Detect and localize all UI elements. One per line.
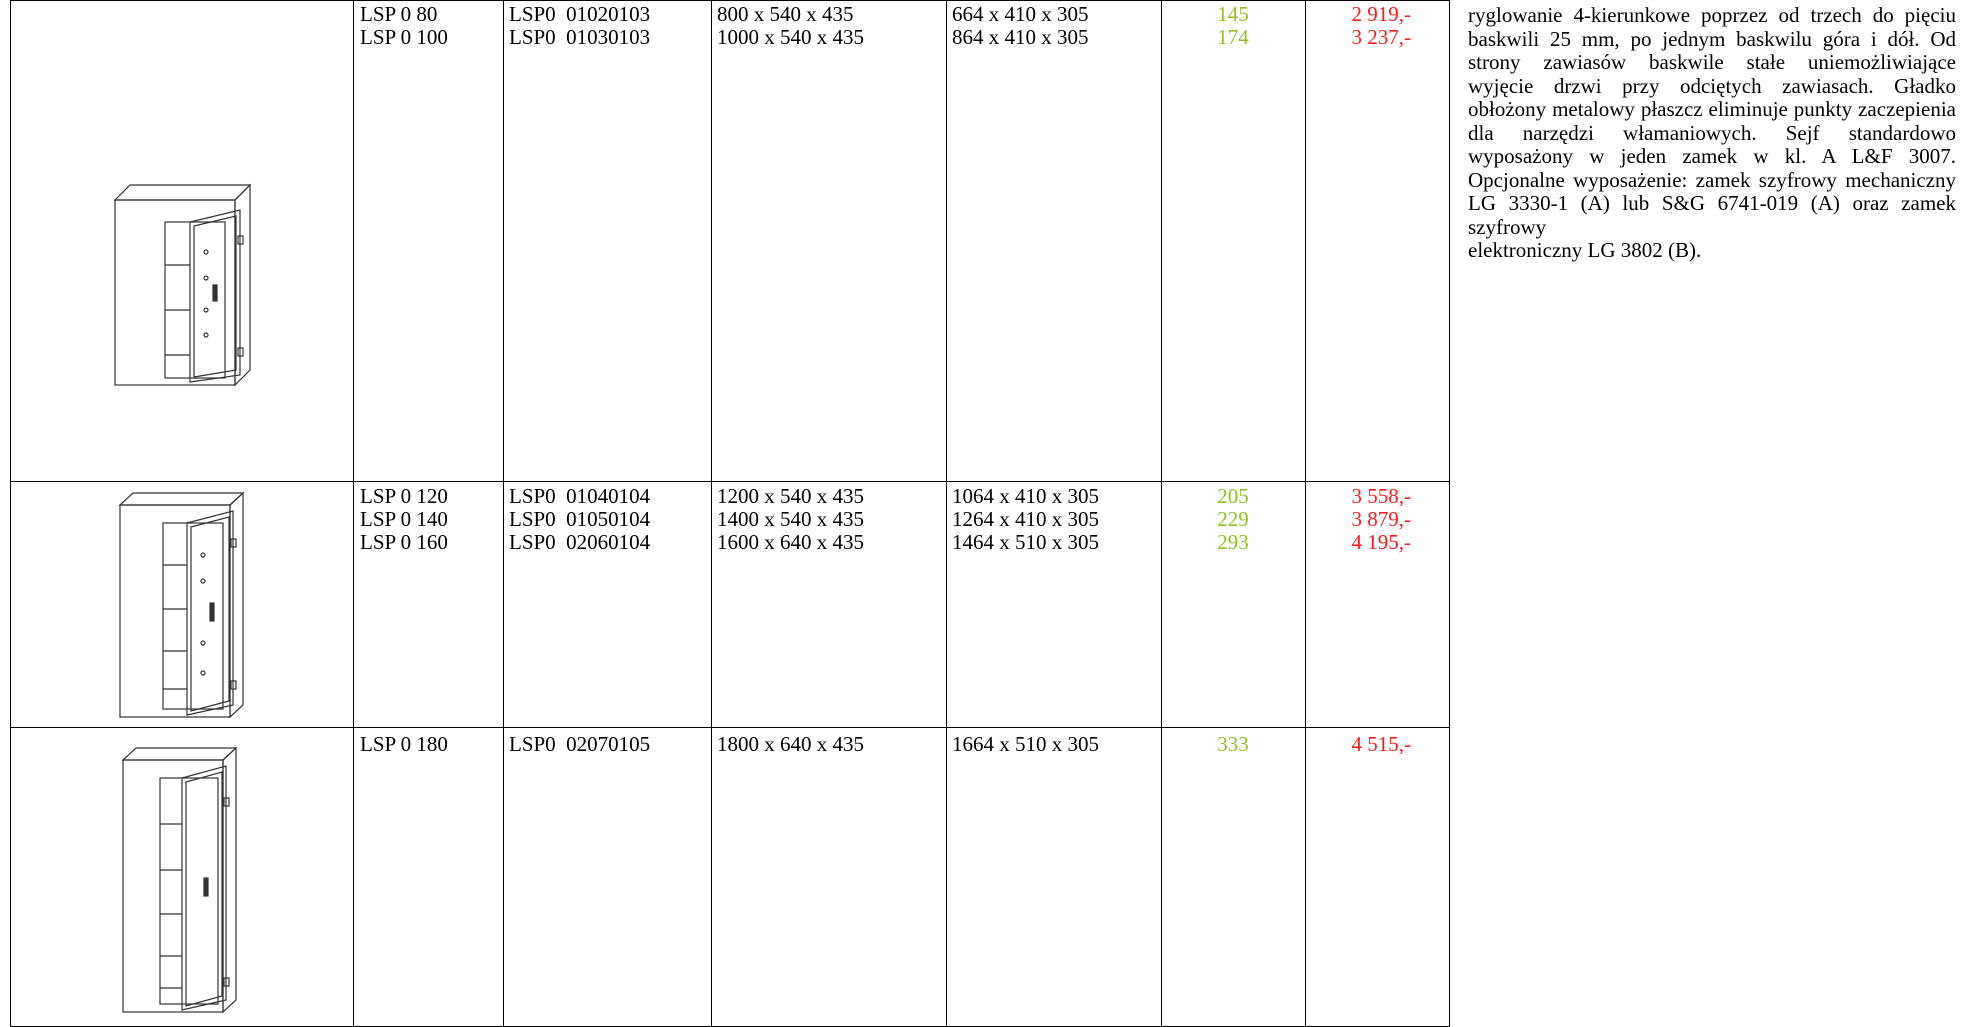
model-cell bbox=[360, 3, 448, 49]
description-body: ryglowanie 4-kierunkowe poprzez od trzech do pięciu baskwili 25 mm, po jednym baskwilu góra i dół. Od strony zawiasów baskwile stałe uniemożliwiające wyjęcie drzwi przy odciętych zawiasach. Gładko obłożony metalowy płaszcz eliminuje punkty zaczepienia dla narzędzi włamaniowych. Sejf standardowo wyposażony w jeden zamek w kl. A L&F 3007. Opcjonalne wyposażenie: zamek szyfrowy mechaniczny LG 3330-1 (A) lub S&G 6741-019 (A) oraz zamek szyfrowy bbox=[1468, 3, 1956, 239]
outer-dimensions: 800 x 540 x 435 bbox=[717, 2, 854, 26]
product-code: LSP0 01020103 bbox=[509, 2, 651, 26]
description-last-line: elektroniczny LG 3802 (B). bbox=[1468, 238, 1702, 262]
weight-cell bbox=[1161, 3, 1305, 49]
inner-dims-cell bbox=[952, 3, 1089, 49]
safe-medium-icon bbox=[115, 483, 275, 725]
model-name: LSP 0 180 bbox=[360, 732, 448, 756]
column-divider bbox=[946, 0, 947, 1027]
inner-dimensions: 1664 x 510 x 305 bbox=[952, 732, 1099, 756]
product-code: LSP0 02060104 bbox=[509, 530, 651, 554]
weight-cell bbox=[1161, 485, 1305, 554]
inner-dimensions: 1264 x 410 x 305 bbox=[952, 507, 1099, 531]
outer-dimensions: 1600 x 640 x 435 bbox=[717, 530, 864, 554]
inner-dimensions: 1064 x 410 x 305 bbox=[952, 484, 1099, 508]
code-cell bbox=[509, 485, 650, 554]
price-value: 3 879,- bbox=[1351, 507, 1411, 531]
column-divider bbox=[353, 0, 354, 1027]
product-code: LSP0 01030103 bbox=[509, 25, 651, 49]
product-description bbox=[1468, 4, 1956, 263]
outer-dims-cell bbox=[717, 3, 864, 49]
code-cell bbox=[509, 733, 650, 756]
weight-value: 205 bbox=[1217, 484, 1249, 508]
price-value: 4 195,- bbox=[1351, 530, 1411, 554]
outer-dimensions: 1200 x 540 x 435 bbox=[717, 484, 864, 508]
outer-dimensions: 1400 x 540 x 435 bbox=[717, 507, 864, 531]
model-name: LSP 0 140 bbox=[360, 507, 448, 531]
table-border-left bbox=[10, 0, 11, 1027]
model-cell bbox=[360, 733, 448, 756]
model-name: LSP 0 100 bbox=[360, 25, 448, 49]
row-divider bbox=[10, 727, 1449, 728]
safe-tall-icon bbox=[118, 738, 268, 1023]
weight-cell bbox=[1161, 733, 1305, 756]
safe-small-icon bbox=[110, 160, 270, 405]
model-name: LSP 0 80 bbox=[360, 2, 438, 26]
product-code: LSP0 02070105 bbox=[509, 732, 651, 756]
inner-dims-cell bbox=[952, 485, 1099, 554]
price-cell bbox=[1305, 3, 1411, 49]
weight-value: 229 bbox=[1217, 507, 1249, 531]
outer-dimensions: 1000 x 540 x 435 bbox=[717, 25, 864, 49]
inner-dims-cell bbox=[952, 733, 1099, 756]
row-divider bbox=[10, 0, 1449, 1]
inner-dimensions: 1464 x 510 x 305 bbox=[952, 530, 1099, 554]
code-cell bbox=[509, 3, 650, 49]
product-code: LSP0 01040104 bbox=[509, 484, 651, 508]
price-value: 4 515,- bbox=[1351, 732, 1411, 756]
weight-value: 145 bbox=[1217, 2, 1249, 26]
outer-dims-cell bbox=[717, 485, 864, 554]
price-value: 3 237,- bbox=[1351, 25, 1411, 49]
price-value: 2 919,- bbox=[1351, 2, 1411, 26]
inner-dimensions: 864 x 410 x 305 bbox=[952, 25, 1089, 49]
price-cell bbox=[1305, 733, 1411, 756]
weight-value: 333 bbox=[1217, 732, 1249, 756]
row-divider bbox=[10, 481, 1449, 482]
model-cell bbox=[360, 485, 448, 554]
weight-value: 293 bbox=[1217, 530, 1249, 554]
outer-dims-cell bbox=[717, 733, 864, 756]
model-name: LSP 0 160 bbox=[360, 530, 448, 554]
column-divider bbox=[711, 0, 712, 1027]
column-divider bbox=[1449, 0, 1450, 1027]
column-divider bbox=[503, 0, 504, 1027]
outer-dimensions: 1800 x 640 x 435 bbox=[717, 732, 864, 756]
price-value: 3 558,- bbox=[1351, 484, 1411, 508]
product-code: LSP0 01050104 bbox=[509, 507, 651, 531]
inner-dimensions: 664 x 410 x 305 bbox=[952, 2, 1089, 26]
weight-value: 174 bbox=[1217, 25, 1249, 49]
price-cell bbox=[1305, 485, 1411, 554]
model-name: LSP 0 120 bbox=[360, 484, 448, 508]
